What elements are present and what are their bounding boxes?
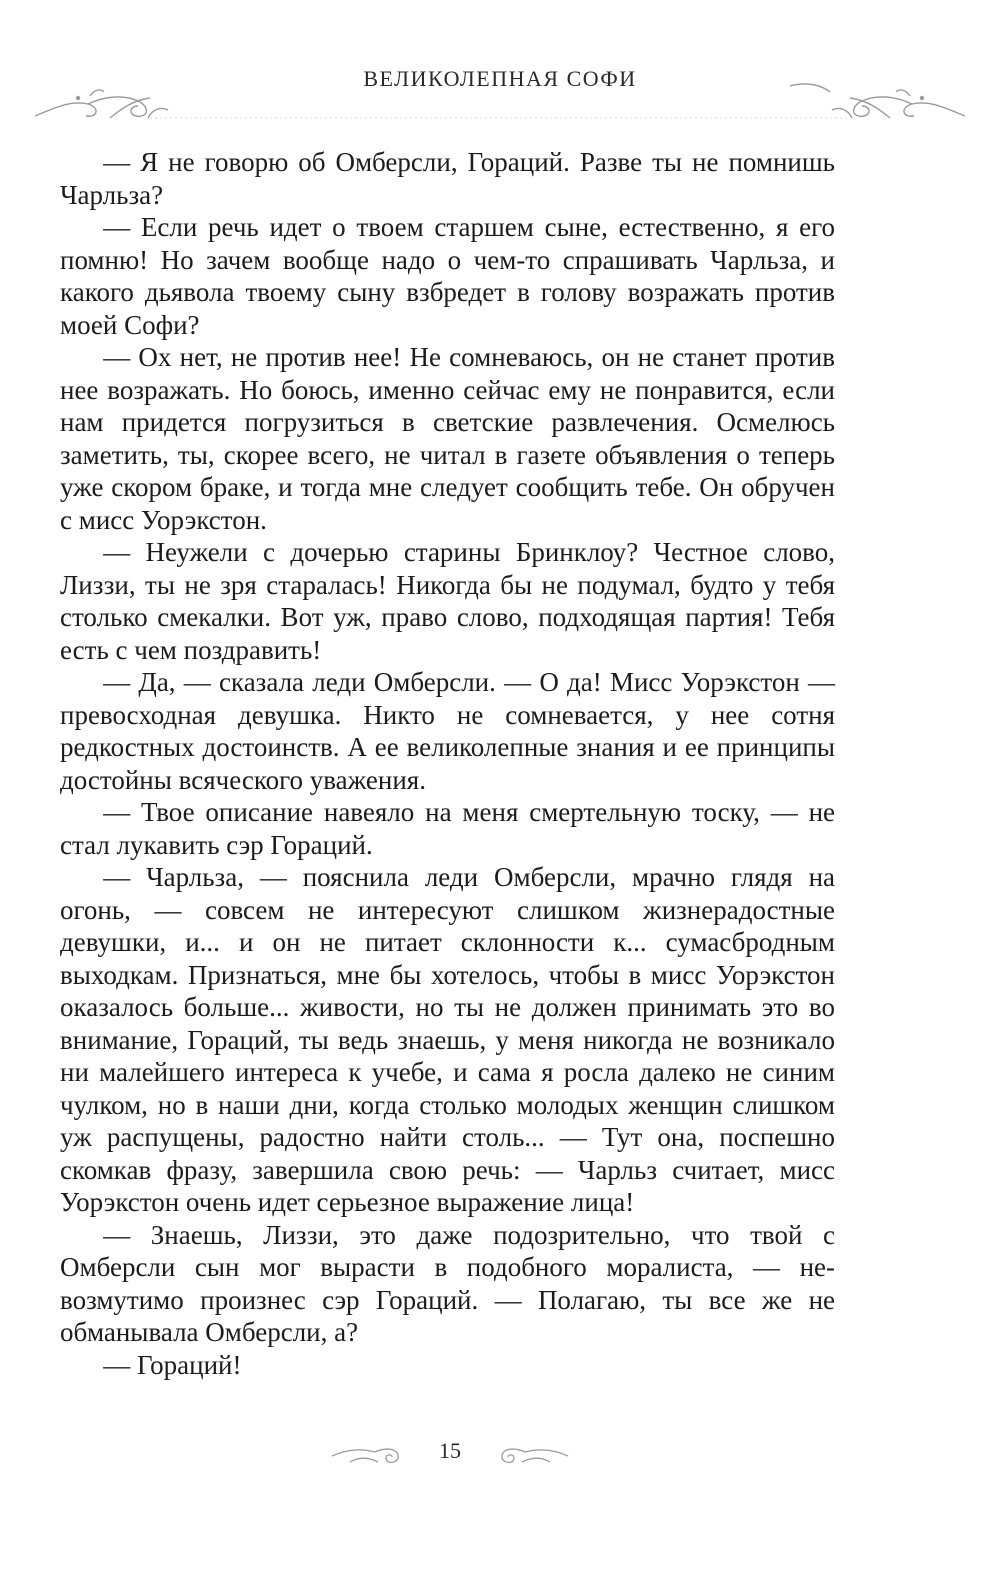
paragraph: — Чарльза, — пояснила леди Омберсли, мрачно глядя на огонь, — совсем не интересуют слишком жизнерадостные девушки, и... и он не питает склонности к... сумасбродным выходкам. Признаться, мне бы хотелось, чтобы в мисс Уорэкстон оказалось больше... живости, но ты не должен принимать это во внимание, Гораций, ты ведь знаешь, у меня никогда не возникало ни малейшего интереса к учебе, и сама я росла далеко не синим чулком, но в наши дни, когда столько молодых женщин слишком уж распущены, радостно найти столь... — Тут она, поспешно скомкав фразу, завершила свою речь: — Чарльз считает, мисс Уорэкстон очень идет серьезное выражение лица! bbox=[60, 862, 835, 1217]
page-footer bbox=[0, 1436, 1000, 1476]
paragraph: — Если речь идет о твоем старшем сыне, естественно, я его помню! Но зачем вообще надо о чем-то спрашивать Чарльза, и какого дьявола твоему сыну взбредет в голову возражать против моей Софи? bbox=[60, 212, 835, 340]
paragraph: — Неужели с дочерью старины Бринклоу? Честное слово, Лиззи, ты не зря старалась! Никогда бы не подумал, будто у тебя столько смекалки. Вот уж, право слово, подходящая партия! Тебя есть с чем поздравить! bbox=[60, 537, 835, 665]
left-flourish-icon bbox=[35, 90, 168, 118]
paragraph: — Да, — сказала леди Омберсли. — О да! Мисс Уорэкстон — превосходная девушка. Никто не сомневается, у нее сотня редкостных достоинств. А ее великолепные знания и ее принципы достойны всяческого уважения. bbox=[60, 667, 835, 795]
paragraph: — Ох нет, не против нее! Не сомневаюсь, он не станет против нее возражать. Но боюсь, именно сейчас ему не понравится, если нам придется погрузиться в светские развлечения. Осмелюсь заметить, ты, скорее всего, не читал в газете объявления о теперь уже скором браке, и тогда мне следует сообщить тебе. Он обручен с мисс Уорэкстон. bbox=[60, 342, 835, 535]
paragraph: — Знаешь, Лиззи, это даже подозрительно, что твой с Омберсли сын мог вырасти в подобного моралиста, — невозмутимо произнес сэр Гораций. — Полагаю, ты все же не обманывала Омберсли, а? bbox=[60, 1219, 835, 1347]
paragraph: — Гораций! bbox=[103, 1349, 242, 1380]
paragraph: — Я не говорю об Омберсли, Гораций. Разве ты не помнишь Чарльза? bbox=[60, 147, 835, 210]
header-ornament bbox=[30, 78, 970, 128]
footer-right-flourish-icon bbox=[490, 1442, 570, 1468]
page-number: 15 bbox=[439, 1438, 461, 1463]
body-text bbox=[60, 146, 835, 1381]
footer-left-flourish-icon bbox=[330, 1442, 410, 1468]
running-title: ВЕЛИКОЛЕПНАЯ СОФИ bbox=[363, 66, 637, 91]
right-flourish-icon bbox=[790, 84, 965, 118]
paragraph: — Твое описание навеяло на меня смертельную тоску, — не стал лукавить сэр Гораций. bbox=[60, 797, 835, 860]
